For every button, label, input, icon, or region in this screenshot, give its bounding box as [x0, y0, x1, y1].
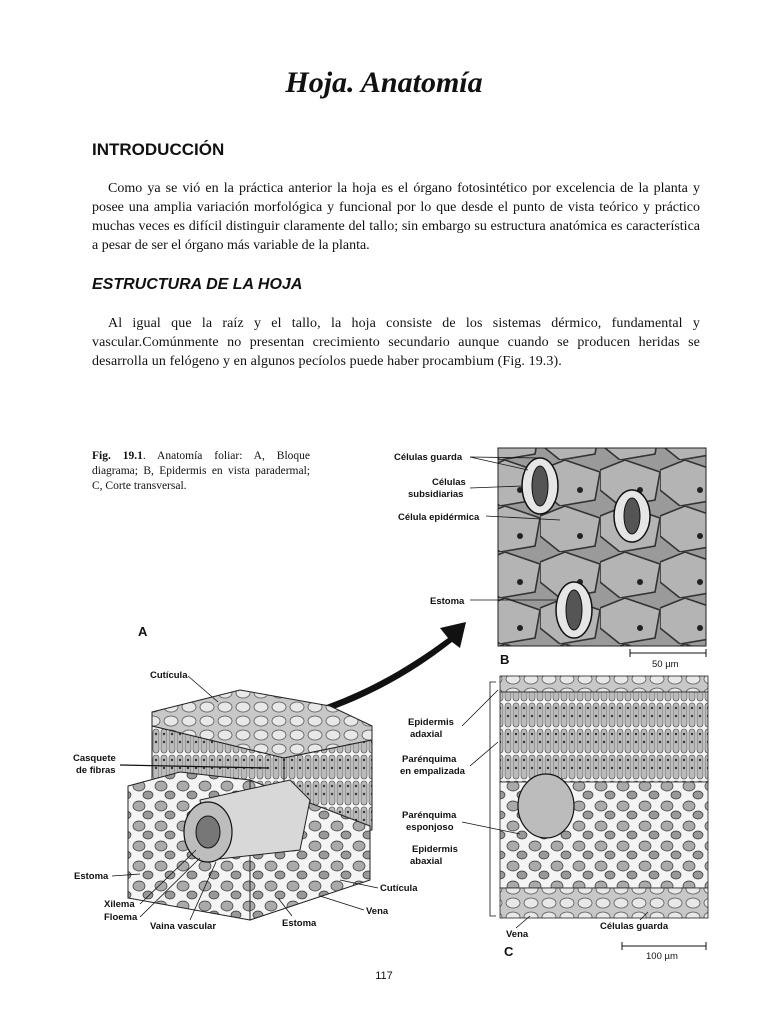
label-casquete: Casquete — [73, 753, 116, 764]
panel-b-letter: B — [500, 652, 510, 667]
label-epidermis-2: Epidermis — [412, 844, 458, 855]
panel-c-letter: C — [504, 944, 514, 959]
label-xilema: Xilema — [104, 899, 135, 910]
label-celulas-guarda-c: Células guarda — [600, 921, 669, 932]
label-estoma-bottom: Estoma — [282, 918, 317, 929]
label-celulas: Células — [432, 477, 466, 488]
label-empalizada: en empalizada — [400, 766, 465, 777]
label-cuticula-top: Cutícula — [150, 670, 188, 681]
label-vena-c: Vena — [506, 929, 529, 940]
label-vaina-vascular: Vaina vascular — [150, 921, 217, 932]
intro-heading: INTRODUCCIÓN — [92, 140, 225, 159]
stoma-cell — [614, 490, 650, 542]
label-abaxial: abaxial — [410, 856, 443, 867]
label-adaxial: adaxial — [410, 729, 443, 740]
intro-paragraph: Como ya se vió en la práctica anterior la hoja es el órgano fotosintético por excelencia de la planta y posee una amplia variación morfológica y funcional por lo que desde el punto de vista teórico y práctico muchas veces es difícil distinguir claramente del tallo; sin embargo su estructura anatómica es característica a pesar de ser el órgano más variable de la planta. — [92, 181, 700, 253]
panel-c-micrograph — [500, 676, 708, 918]
panel-a-block-diagram — [128, 690, 372, 920]
label-vena-a: Vena — [366, 906, 389, 917]
label-subsidiarias: subsidiarias — [408, 489, 464, 500]
label-celula-epidermica: Célula epidérmica — [398, 512, 480, 523]
label-de-fibras: de fibras — [76, 765, 116, 776]
pointer-arrow — [318, 622, 466, 714]
label-cuticula-bottom: Cutícula — [380, 883, 418, 894]
panel-a-letter: A — [138, 624, 148, 639]
label-estoma-b: Estoma — [430, 596, 465, 607]
structure-paragraph: Al igual que la raíz y el tallo, la hoja consiste de los sistemas dérmico, fundamental y vascular.Comúnmente no presentan crecimiento secundario aunque cuando se producen heridas se desarrolla un felógeno y en algunos pecíolos puede haber procambium (Fig. 19.3). — [92, 316, 700, 369]
label-celulas-guarda: Células guarda — [394, 452, 463, 463]
scale-bar-b: 50 µm — [652, 659, 679, 670]
label-estoma-left: Estoma — [74, 871, 109, 882]
label-parenquima: Parénquima — [402, 754, 457, 765]
label-epidermis-adaxial: Epidermis — [408, 717, 454, 728]
panel-b-micrograph — [498, 448, 706, 646]
label-esponjoso: esponjoso — [406, 822, 454, 833]
label-floema: Floema — [104, 912, 138, 923]
page-title: Hoja. Anatomía — [285, 66, 483, 99]
scale-bar-c: 100 µm — [646, 951, 678, 962]
stoma-cell — [522, 458, 558, 514]
stoma-cell — [556, 582, 592, 638]
structure-heading: ESTRUCTURA DE LA HOJA — [92, 276, 303, 293]
caption-text: . Anatomía foliar: A, Bloque diagrama; B, Epidermis en vista paradermal; C, Corte transversal. — [92, 450, 310, 492]
caption-label: Fig. 19.1 — [92, 450, 143, 462]
label-parenquima-2: Parénquima — [402, 810, 457, 821]
page-number: 117 — [375, 970, 393, 982]
